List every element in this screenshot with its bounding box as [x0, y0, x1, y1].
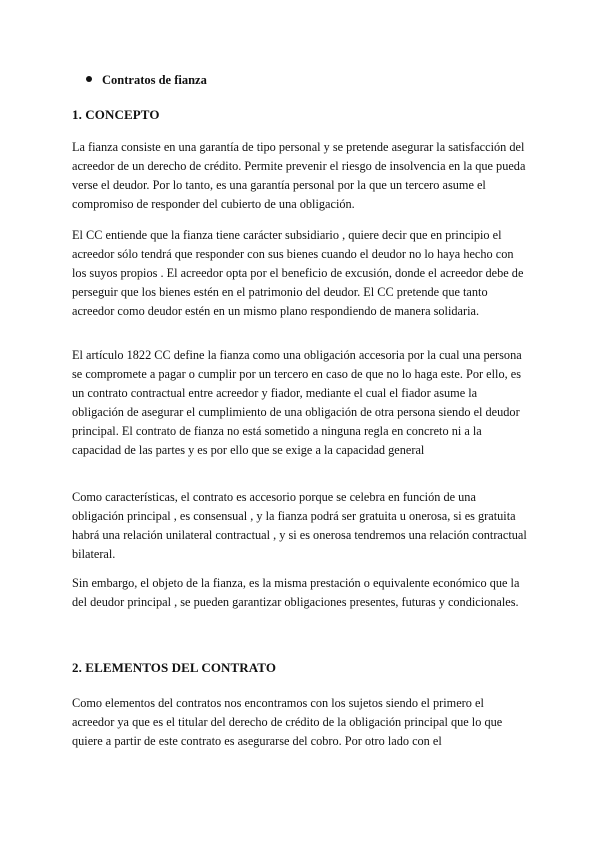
bullet-heading-text: Contratos de fianza: [102, 73, 207, 87]
paragraph-concepto-3: El artículo 1822 CC define la fianza como una obligación accesoria por la cual una persona se compromete a pagar o cumplir por un tercero en caso de que no lo haga este. Por ello, es un contrato contractual entre acreedor y fiador, mediante el cual el fiador asume la obligación de asegurar el cumplimiento de una obligación de otra persona siendo el deudor principal. El contrato de fianza no está sometido a ninguna regla en concreto ni a la capacidad de las partes y es por ello que se exige a la capacidad general: [72, 348, 522, 457]
bullet-heading: [86, 71, 207, 89]
paragraph-concepto-5: Sin embargo, el objeto de la fianza, es la misma prestación o equivalente económico que la del deudor principal , se pueden garantizar obligaciones presentes, futuras y condicionales.: [72, 576, 520, 609]
paragraph-concepto-2: El CC entiende que la fianza tiene carácter subsidiario , quiere decir que en principio el acreedor sólo tendrá que responder con sus bienes cuando el deudor no lo haya hecho con los suyos propios . El acreedor opta por el beneficio de excusión, donde el acreedor debe de perseguir que los bienes estén en el patrimonio del deudor. El CC pretende que tanto acreedor como deudor estén en un mismo plano respondiendo de manera solidaria.: [72, 228, 524, 318]
paragraph-concepto-1: La fianza consiste en una garantía de tipo personal y se pretende asegurar la satisfacción del acreedor de un derecho de crédito. Permite prevenir el riesgo de insolvencia en la que pueda verse el deudor. Por lo tanto, es una garantía personal por la que un tercero asume el compromiso de responder del cubierto de una obligación.: [72, 140, 526, 211]
paragraph-elementos-1: Como elementos del contratos nos encontramos con los sujetos siendo el primero el acreedor ya que es el titular del derecho de crédito de la obligación principal que lo que quiere a partir de este contrato es asegurarse del cobro. Por otro lado con el: [72, 696, 503, 748]
section-1-title: 1. CONCEPTO: [72, 107, 160, 122]
bullet-icon: [86, 76, 92, 82]
paragraph-concepto-4: Como características, el contrato es accesorio porque se celebra en función de una obligación principal , es consensual , y la fianza podrá ser gratuita u onerosa, si es gratuita habrá una relación unilateral contractual , y si es onerosa tendremos una relación contractual bilateral.: [72, 490, 527, 561]
section-2-title: 2. ELEMENTOS DEL CONTRATO: [72, 660, 277, 675]
